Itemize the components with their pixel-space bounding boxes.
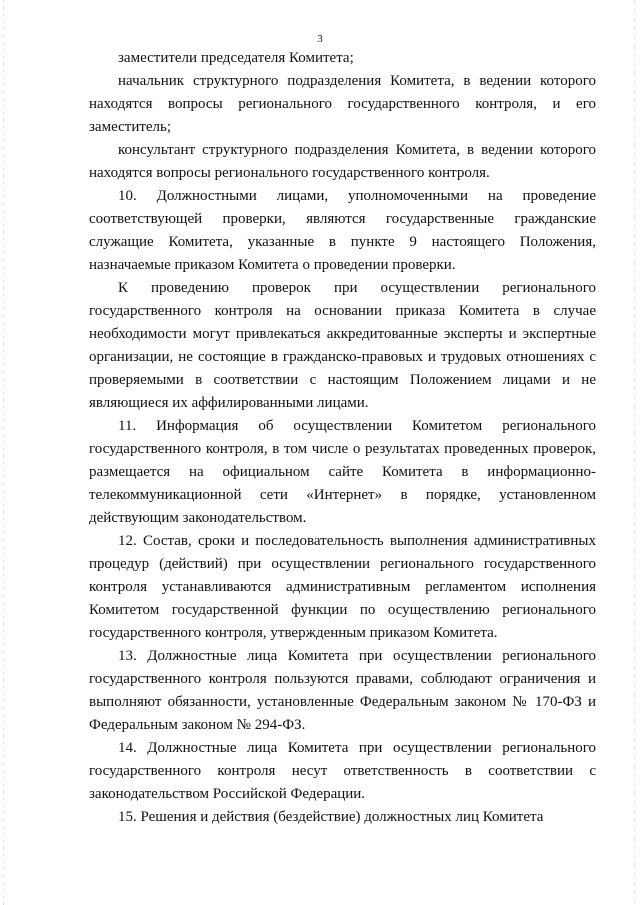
paragraph-division-head: начальник структурного подразделения Комитета, в ведении которого находятся вопросы регионального государственного контроля, и его заместитель; — [89, 73, 596, 135]
paragraph-item-13: 13. Должностные лица Комитета при осуществлении регионального государственного контроля пользуются правами, соблюдают ограничения и выполняют обязанности, установленные Федеральным законом № 170-ФЗ и Федеральным законом № 294-ФЗ. — [89, 648, 596, 733]
paragraph-item-10: 10. Должностными лицами, уполномоченными на проведение соответствующей проверки, являются государственные гражданские служащие Комитета, указанные в пункте 9 настоящего Положения, назначаемые приказом Комитета о проведении проверки. — [89, 188, 596, 273]
paragraph-experts: К проведению проверок при осуществлении регионального государственного контроля на основании приказа Комитета в случае необходимости могут привлекаться аккредитованные эксперты и экспертные организации, не состоящие в гражданско-правовых и трудовых отношениях с проверяемыми в соответствии с настоящим Положением лицами и не являющиеся их аффилированными лицами. — [89, 280, 596, 411]
paragraph-item-11: 11. Информация об осуществлении Комитетом регионального государственного контроля, в том числе о результатах проведенных проверок, размещается на официальном сайте Комитета в информационно-телекоммуникационной сети «Интернет» в порядке, установленном действующим законодательством. — [89, 418, 596, 526]
paragraph-consultant: консультант структурного подразделения Комитета, в ведении которого находятся вопросы регионального государственного контроля. — [89, 142, 596, 181]
scan-edge-right — [634, 0, 635, 905]
page-number: 3 — [317, 33, 323, 45]
scan-edge-left — [3, 0, 4, 905]
paragraph-item-15: 15. Решения и действия (бездействие) должностных лиц Комитета — [118, 809, 544, 825]
document-body — [89, 47, 596, 829]
paragraph-item-14: 14. Должностные лица Комитета при осуществлении регионального государственного контроля несут ответственность в соответствии с законодательством Российской Федерации. — [89, 740, 596, 802]
paragraph-item-12: 12. Состав, сроки и последовательность выполнения административных процедур (действий) при осуществлении регионального государственного контроля устанавливаются административным регламентом исполнения Комитетом государственной функции по осуществлению регионального государственного контроля, утвержденным приказом Комитета. — [89, 533, 596, 641]
paragraph-deputy-chairmen: заместители председателя Комитета; — [118, 50, 354, 66]
